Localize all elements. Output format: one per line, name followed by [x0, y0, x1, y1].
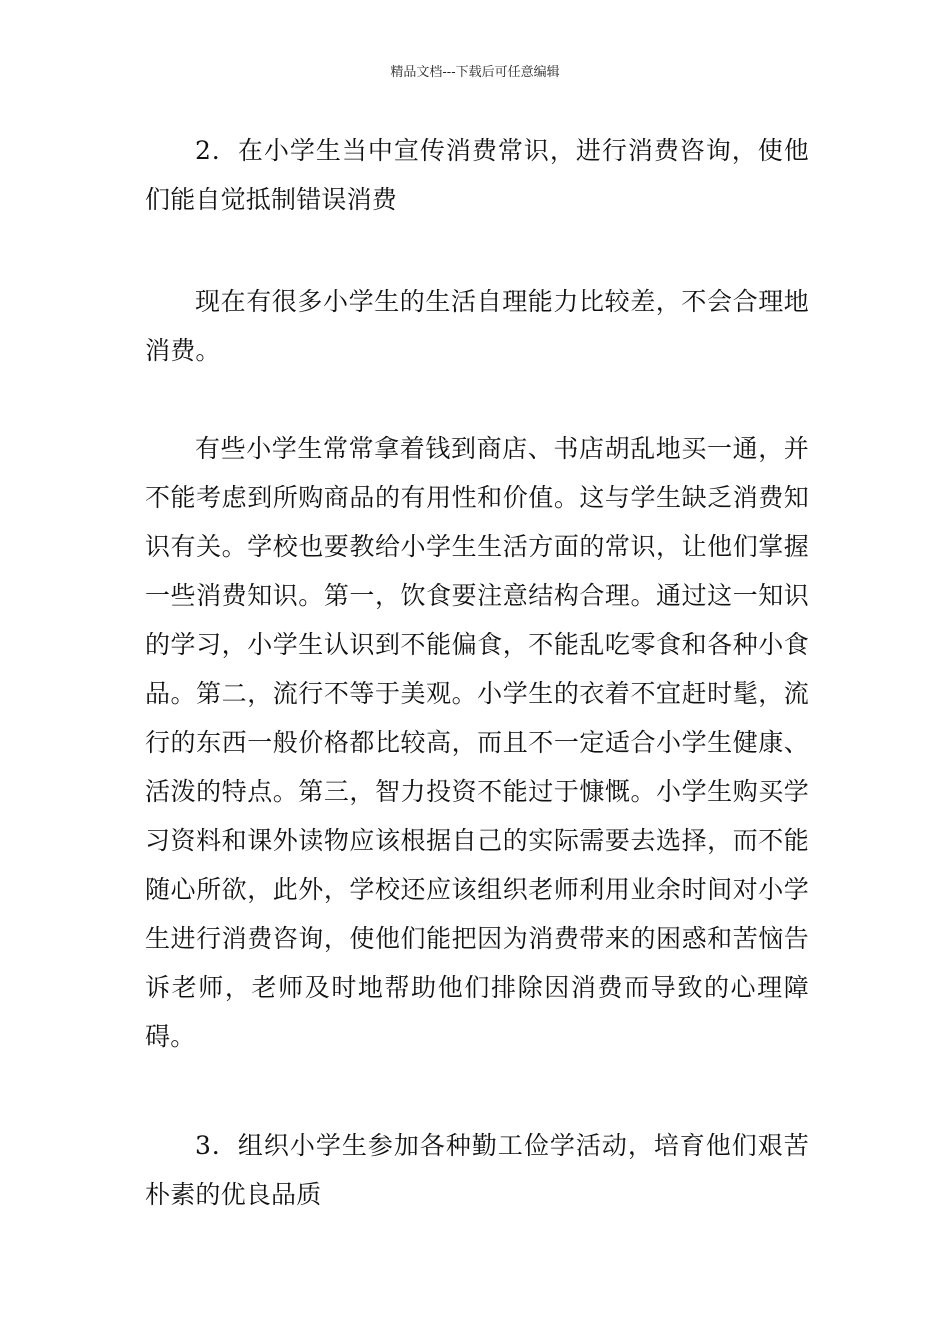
- page-header: 精品文档---下载后可任意编辑: [390, 65, 560, 80]
- paragraph-text: 现在有很多小学生的生活自理能力比较差，不会合理地消费。: [145, 287, 809, 365]
- paragraph-text: 有些小学生常常拿着钱到商店、书店胡乱地买一通，并不能考虑到所购商品的有用性和价值。这与学生缺乏消费知识有关。学校也要教给小学生生活方面的常识，让他们掌握一些消费知识。第一，饮食要注意结构合理。通过这一知识的学习，小学生认识到不能偏食，不能乱吃零食和各种小食品。第二，流行不等于美观。小学生的衣着不宜赶时髦，流行的东西一般价格都比较高，而且不一定适合小学生健康、活泼的特点。第三，智力投资不能过于慷慨。小学生购买学习资料和课外读物应该根据自己的实际需要去选择，而不能随心所欲，此外，学校还应该组织老师利用业余时间对小学生进行消费咨询，使他们能把因为消费带来的困惑和苦恼告诉老师，老师及时地帮助他们排除因消费而导致的心理障碍。: [145, 434, 809, 1051]
- paragraph-text: 3．组织小学生参加各种勤工俭学活动，培育他们艰苦朴素的优良品质: [145, 1131, 809, 1209]
- body-paragraph: [145, 424, 809, 1061]
- section-heading-2: [145, 126, 809, 224]
- section-heading-3: [145, 1121, 809, 1219]
- body-paragraph: [145, 277, 809, 375]
- paragraph-text: 2．在小学生当中宣传消费常识，进行消费咨询，使他们能自觉抵制错误消费: [145, 136, 809, 214]
